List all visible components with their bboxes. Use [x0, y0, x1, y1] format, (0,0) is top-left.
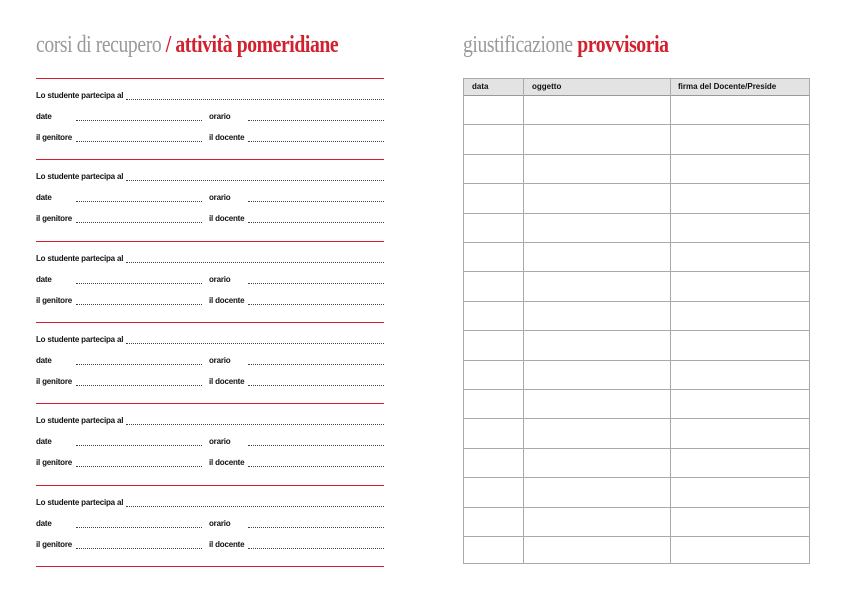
field-docente-signature[interactable]	[248, 222, 384, 223]
label-docente: il docente	[209, 539, 245, 549]
label-studente-partecipa: Lo studente partecipa al	[36, 253, 124, 263]
table-cell[interactable]	[671, 124, 811, 153]
label-orario: orario	[209, 437, 231, 447]
table-cell[interactable]	[671, 154, 811, 183]
field-date[interactable]	[76, 120, 202, 121]
table-cell[interactable]	[464, 95, 523, 124]
red-divider	[36, 159, 384, 160]
justification-table	[463, 78, 810, 564]
field-genitore-signature[interactable]	[76, 385, 202, 386]
table-cell[interactable]	[671, 418, 811, 447]
red-divider	[36, 322, 384, 323]
table-cell[interactable]	[464, 124, 523, 153]
table-cell[interactable]	[524, 242, 670, 271]
table-cell[interactable]	[524, 95, 670, 124]
table-cell[interactable]	[464, 418, 523, 447]
field-activity[interactable]	[126, 343, 384, 344]
label-docente: il docente	[209, 376, 245, 386]
label-date: date	[36, 112, 52, 121]
field-orario[interactable]	[248, 364, 384, 365]
table-cell[interactable]	[524, 507, 670, 536]
table-cell[interactable]	[464, 507, 523, 536]
field-docente-signature[interactable]	[248, 141, 384, 142]
label-docente: il docente	[209, 295, 245, 305]
right-page-title	[463, 32, 669, 59]
field-genitore-signature[interactable]	[76, 304, 202, 305]
table-cell[interactable]	[524, 183, 670, 212]
label-studente-partecipa: Lo studente partecipa al	[36, 334, 124, 344]
table-cell[interactable]	[524, 330, 670, 359]
column-header-oggetto: oggetto	[532, 82, 562, 91]
label-genitore: il genitore	[36, 376, 73, 386]
table-cell[interactable]	[464, 183, 523, 212]
label-date: date	[36, 518, 52, 528]
table-cell[interactable]	[671, 477, 811, 506]
table-cell[interactable]	[464, 389, 523, 418]
table-cell[interactable]	[464, 360, 523, 389]
label-orario: orario	[209, 193, 231, 203]
red-divider	[36, 566, 384, 567]
table-cell[interactable]	[524, 418, 670, 447]
column-header-data: data	[472, 82, 489, 91]
table-cell[interactable]	[671, 271, 811, 300]
label-date: date	[36, 437, 52, 447]
red-divider	[36, 78, 384, 79]
field-activity[interactable]	[126, 262, 384, 263]
label-docente: il docente	[209, 133, 245, 142]
label-orario: orario	[209, 518, 231, 528]
table-cell[interactable]	[671, 360, 811, 389]
label-genitore: il genitore	[36, 214, 73, 224]
label-studente-partecipa: Lo studente partecipa al	[36, 172, 124, 182]
table-cell[interactable]	[524, 448, 670, 477]
table-cell[interactable]	[524, 124, 670, 153]
table-cell[interactable]	[671, 95, 811, 124]
field-genitore-signature[interactable]	[76, 222, 202, 223]
field-date[interactable]	[76, 364, 202, 365]
left-page-title	[36, 32, 338, 59]
field-activity[interactable]	[126, 506, 384, 507]
field-orario[interactable]	[248, 283, 384, 284]
label-studente-partecipa: Lo studente partecipa al	[36, 497, 124, 507]
label-studente-partecipa: Lo studente partecipa al	[36, 91, 124, 100]
table-cell[interactable]	[464, 301, 523, 330]
table-cell[interactable]	[524, 536, 670, 565]
label-genitore: il genitore	[36, 133, 73, 142]
table-header	[464, 79, 809, 96]
table-cell[interactable]	[464, 448, 523, 477]
table-cell[interactable]	[464, 242, 523, 271]
field-docente-signature[interactable]	[248, 385, 384, 386]
label-studente-partecipa: Lo studente partecipa al	[36, 416, 124, 426]
table-cell[interactable]	[464, 154, 523, 183]
label-genitore: il genitore	[36, 295, 73, 305]
field-activity[interactable]	[126, 424, 384, 425]
field-genitore-signature[interactable]	[76, 466, 202, 467]
table-cell[interactable]	[524, 477, 670, 506]
table-cell[interactable]	[464, 477, 523, 506]
title-corsi-di-recupero: corsi di recupero	[36, 32, 166, 58]
field-date[interactable]	[76, 445, 202, 446]
table-cell[interactable]	[524, 360, 670, 389]
table-cell[interactable]	[464, 330, 523, 359]
label-orario: orario	[209, 112, 231, 121]
table-cell[interactable]	[671, 507, 811, 536]
field-orario[interactable]	[248, 527, 384, 528]
label-date: date	[36, 274, 52, 284]
title-provvisoria: provvisoria	[577, 32, 669, 58]
table-cell[interactable]	[524, 271, 670, 300]
table-cell[interactable]	[671, 448, 811, 477]
table-cell[interactable]	[671, 301, 811, 330]
field-docente-signature[interactable]	[248, 304, 384, 305]
title-attivita-pomeridiane: / attività pomeridiane	[165, 32, 339, 58]
label-docente: il docente	[209, 214, 245, 224]
column-header-firma: firma del Docente/Preside	[678, 82, 777, 91]
field-orario[interactable]	[248, 120, 384, 121]
table-cell[interactable]	[464, 213, 523, 242]
table-cell[interactable]	[671, 330, 811, 359]
table-cell[interactable]	[671, 213, 811, 242]
table-cell[interactable]	[524, 213, 670, 242]
table-cell[interactable]	[524, 154, 670, 183]
table-cell[interactable]	[464, 271, 523, 300]
field-docente-signature[interactable]	[248, 548, 384, 549]
label-orario: orario	[209, 274, 231, 284]
label-genitore: il genitore	[36, 539, 73, 549]
red-divider	[36, 403, 384, 404]
field-docente-signature[interactable]	[248, 466, 384, 467]
field-orario[interactable]	[248, 445, 384, 446]
table-cell[interactable]	[671, 183, 811, 212]
table-cell[interactable]	[464, 536, 523, 565]
field-date[interactable]	[76, 201, 202, 202]
table-cell[interactable]	[671, 536, 811, 565]
field-genitore-signature[interactable]	[76, 548, 202, 549]
label-date: date	[36, 355, 52, 365]
label-docente: il docente	[209, 458, 245, 468]
table-cell[interactable]	[524, 389, 670, 418]
label-orario: orario	[209, 355, 231, 365]
red-divider	[36, 485, 384, 486]
title-giustificazione: giustificazione	[463, 32, 578, 58]
field-orario[interactable]	[248, 201, 384, 202]
field-activity[interactable]	[126, 180, 384, 181]
field-date[interactable]	[76, 283, 202, 284]
field-date[interactable]	[76, 527, 202, 528]
red-divider	[36, 241, 384, 242]
field-genitore-signature[interactable]	[76, 141, 202, 142]
label-date: date	[36, 193, 52, 203]
table-cell[interactable]	[524, 301, 670, 330]
table-cell[interactable]	[671, 389, 811, 418]
table-cell[interactable]	[671, 242, 811, 271]
field-activity[interactable]	[126, 99, 384, 100]
label-genitore: il genitore	[36, 458, 73, 468]
